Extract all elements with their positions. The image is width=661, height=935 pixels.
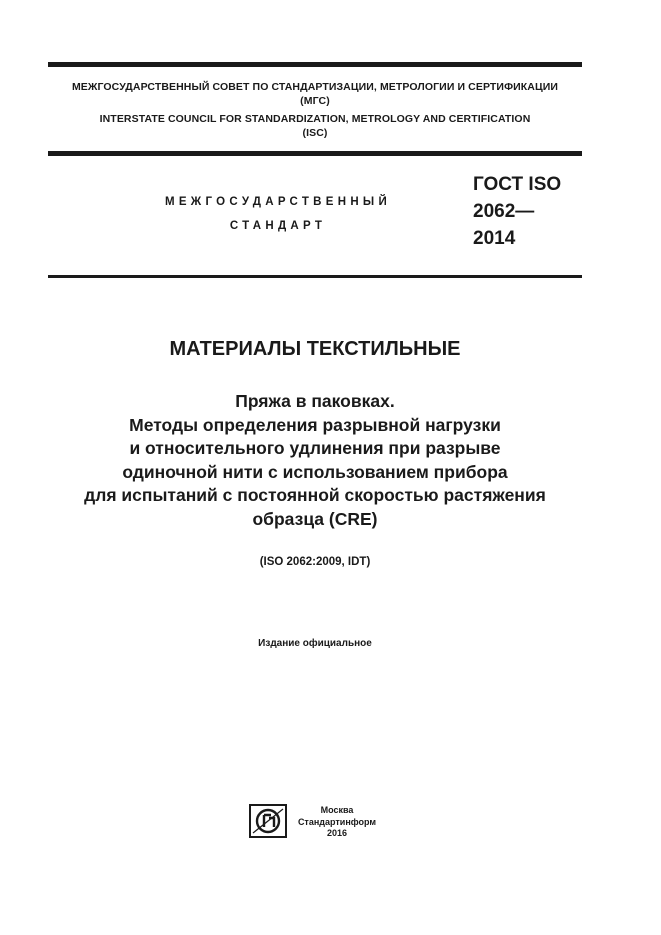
bottom-rule	[48, 275, 582, 278]
subtitle-line: Пряжа в паковках.	[235, 391, 395, 411]
standard-type-line2: СТАНДАРТ	[229, 220, 327, 232]
standard-code-line1: ГОСТ ISO	[473, 174, 562, 195]
standard-type-line1: МЕЖГОСУДАРСТВЕННЫЙ	[164, 196, 392, 208]
subtitle-line: одиночной нити с использованием прибора	[122, 461, 508, 482]
council-ru-name: МЕЖГОСУДАРСТВЕННЫЙ СОВЕТ ПО СТАНДАРТИЗАЦИИ, МЕТРОЛОГИИ И СЕРТИФИКАЦИИ	[71, 81, 559, 93]
subtitle-line: Методы определения разрывной нагрузки	[129, 414, 501, 435]
publisher-name: Стандартинформ	[297, 816, 377, 827]
standard-code-line2: 2062—	[473, 201, 535, 222]
document-title: МАТЕРИАЛЫ ТЕКСТИЛЬНЫЕ	[169, 338, 461, 360]
publisher	[292, 805, 382, 840]
standard-code	[473, 171, 561, 252]
document-subtitle	[40, 390, 590, 532]
standartinform-logo-icon	[249, 804, 287, 838]
publisher-year: 2016	[326, 828, 348, 838]
middle-rule	[48, 151, 582, 156]
council-en-abbr: (ISC)	[302, 127, 328, 139]
standard-type	[118, 190, 438, 238]
council-en-name: INTERSTATE COUNCIL FOR STANDARDIZATION, METROLOGY AND CERTIFICATION	[99, 113, 531, 125]
iso-reference: (ISO 2062:2009, IDT)	[259, 556, 371, 568]
publisher-city: Москва	[320, 805, 354, 815]
subtitle-line: и относительного удлинения при разрыве	[129, 438, 501, 459]
top-rule	[48, 62, 582, 67]
council-en	[48, 112, 582, 140]
council-ru	[48, 80, 582, 108]
subtitle-line: образца (CRE)	[252, 508, 378, 529]
standard-code-line3: 2014	[473, 228, 516, 249]
council-ru-abbr: (МГС)	[300, 95, 330, 107]
edition-note: Издание официальное	[258, 638, 372, 649]
subtitle-line: для испытаний с постоянной скоростью растяжения	[84, 485, 546, 506]
